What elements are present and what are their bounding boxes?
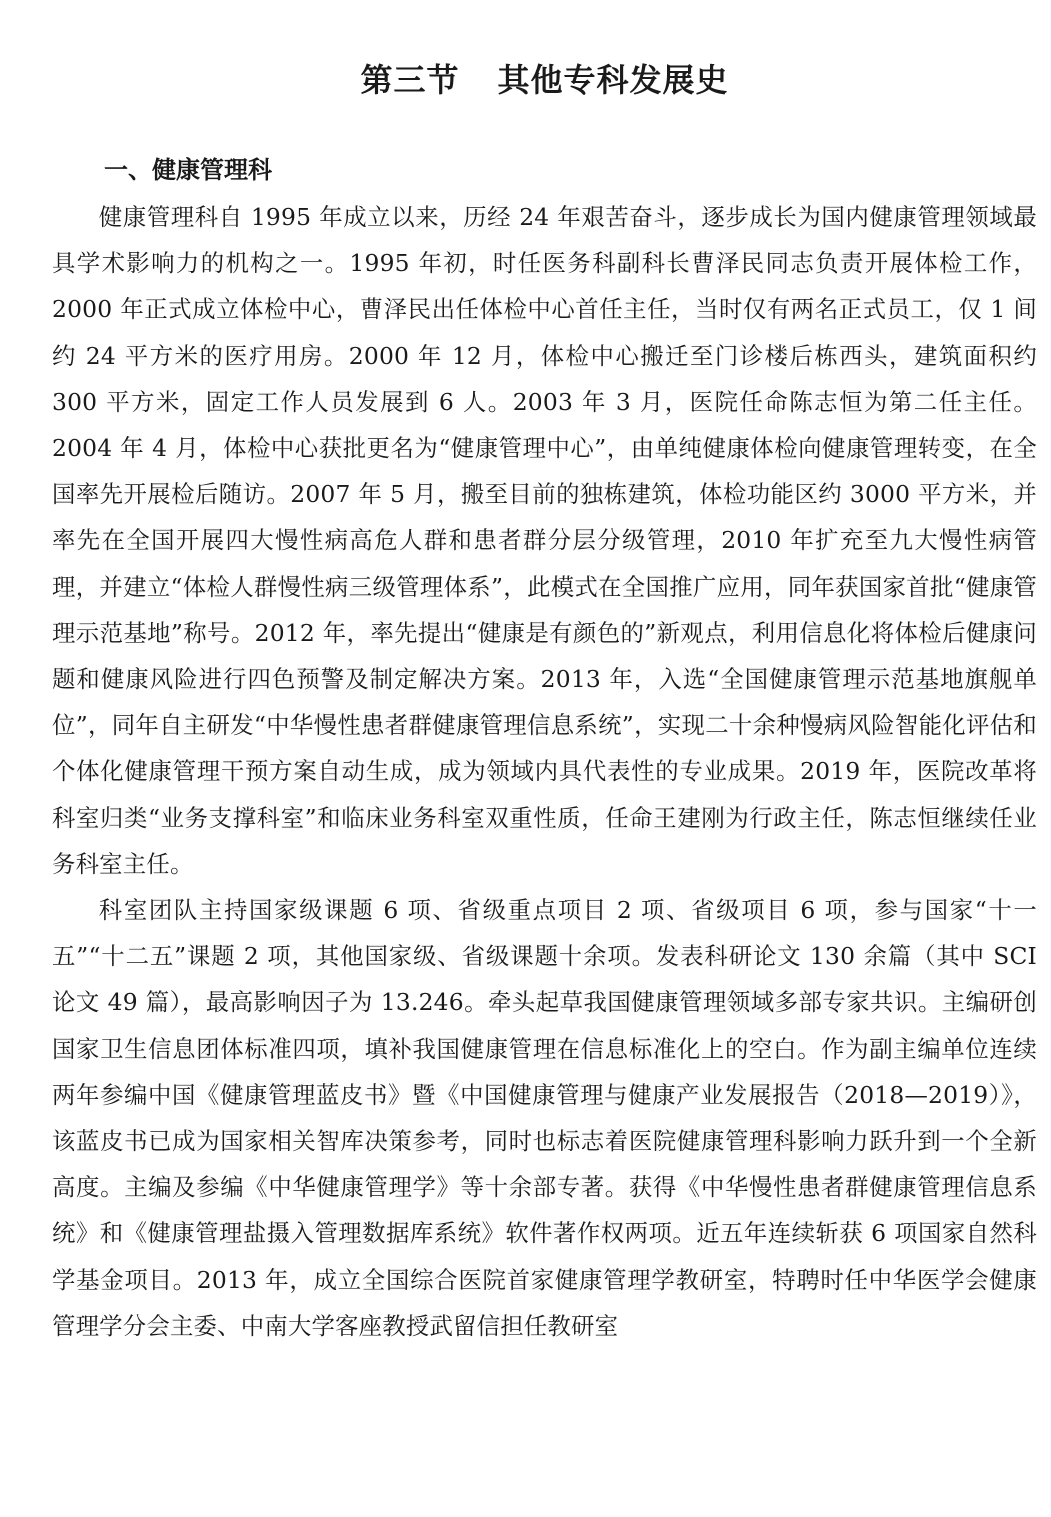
subsection-heading: 一、健康管理科 xyxy=(104,156,272,184)
body-paragraph-research: 科室团队主持国家级课题 6 项、省级重点项目 2 项、省级项目 6 项，参与国家“十一五”“十二五”课题 2 项，其他国家级、省级课题十余项。发表科研论文 130 余篇（其中 SCI 论文 49 篇），最高影响因子为 13.246。牵头起草我国健康管理领域多部专家共识。主编研创国家卫生信息团体标准四项，填补我国健康管理在信息标准化上的空白。作为副主编单位连续两年参编中国《健康管理蓝皮书》暨《中国健康管理与健康产业发展报告（2018—2019）》，该蓝皮书已成为国家相关智库决策参考，同时也标志着医院健康管理科影响力跃升到一个全新高度。主编及参编《中华健康管理学》等十余部专著。获得《中华慢性患者群健康管理信息系统》和《健康管理盐摄入管理数据库系统》软件著作权两项。近五年连续斩获 6 项国家自然科学基金项目。2013 年，成立全国综合医院首家健康管理学教研室，特聘时任中华医学会健康管理学分会主委、中南大学客座教授武留信担任教研室 xyxy=(52,896,1037,1340)
body-paragraph-history: 健康管理科自 1995 年成立以来，历经 24 年艰苦奋斗，逐步成长为国内健康管理领域最具学术影响力的机构之一。1995 年初，时任医务科副科长曹泽民同志负责开展体检工作，2000 年正式成立体检中心，曹泽民出任体检中心首任主任，当时仅有两名正式员工，仅 1 间约 24 平方米的医疗用房。2000 年 12 月，体检中心搬迁至门诊楼后栋西头，建筑面积约 300 平方米，固定工作人员发展到 6 人。2003 年 3 月，医院任命陈志恒为第二任主任。2004 年 4 月，体检中心获批更名为“健康管理中心”，由单纯健康体检向健康管理转变，在全国率先开展检后随访。2007 年 5 月，搬至目前的独栋建筑，体检功能区约 3000 平方米，并率先在全国开展四大慢性病高危人群和患者群分层分级管理，2010 年扩充至九大慢性病管理，并建立“体检人群慢性病三级管理体系”，此模式在全国推广应用，同年获国家首批“健康管理示范基地”称号。2012 年，率先提出“健康是有颜色的”新观点，利用信息化将体检后健康问题和健康风险进行四色预警及制定解决方案。2013 年，入选“全国健康管理示范基地旗舰单位”，同年自主研发“中华慢性患者群健康管理信息系统”，实现二十余种慢病风险智能化评估和个体化健康管理干预方案自动生成，成为领域内具代表性的专业成果。2019 年，医院改革将科室归类“业务支撑科室”和临床业务科室双重性质，任命王建刚为行政主任，陈志恒继续任业务科室主任。 xyxy=(52,203,1037,878)
section-name: 其他专科发展史 xyxy=(497,61,729,99)
section-number: 第三节 xyxy=(360,61,460,99)
section-title xyxy=(52,0,1037,104)
document-page xyxy=(52,0,1037,1349)
